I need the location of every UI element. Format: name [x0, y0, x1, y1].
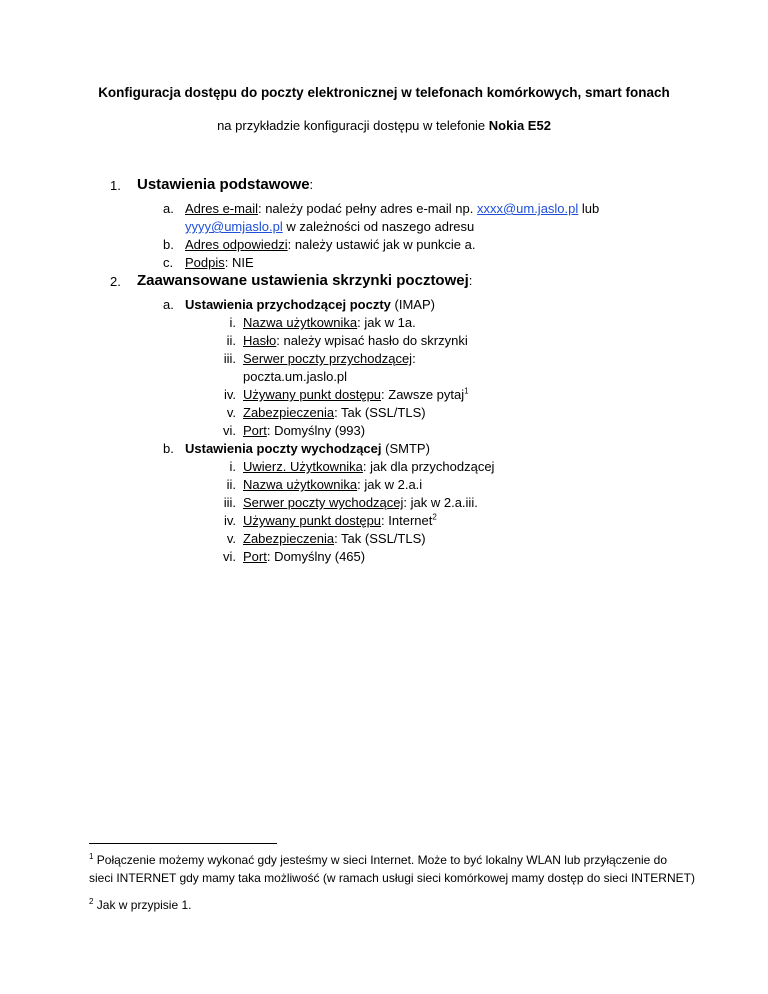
incoming-item [243, 386, 469, 404]
outgoing-marker: b. [163, 441, 174, 456]
incoming-item-label: Serwer poczty przychodzącej [243, 351, 413, 366]
email-desc: : należy podać pełny adres e-mail np. [257, 201, 477, 216]
item-1c [185, 254, 254, 272]
incoming-item-text: : [412, 351, 416, 366]
incoming-item [243, 404, 426, 422]
page-subtitle [0, 117, 768, 135]
incoming-item [243, 314, 416, 332]
incoming-item-text: : Tak (SSL/TLS) [334, 405, 426, 420]
outgoing-item-label: Nazwa użytkownika [243, 477, 358, 492]
outgoing-item-text: : Internet [381, 513, 433, 528]
outgoing-item [243, 476, 422, 494]
incoming-item-label: Zabezpieczenia [243, 405, 335, 420]
incoming-num: vi. [223, 423, 236, 438]
incoming-marker: a. [163, 297, 174, 312]
incoming-server-value: poczta.um.jaslo.pl [243, 369, 348, 384]
incoming-num: v. [226, 405, 236, 420]
outgoing-item-label: Uwierz. Użytkownika [243, 459, 363, 474]
email-desc-2: w zależności od naszego adresu [282, 219, 475, 234]
outgoing-item-text: : Tak (SSL/TLS) [334, 531, 426, 546]
footnote-2-mark: 2 [89, 897, 94, 906]
footnote-ref-2[interactable]: 2 [432, 512, 437, 522]
footnote-1-mark: 1 [89, 852, 94, 861]
incoming-num: iii. [223, 351, 236, 366]
signature-text: : NIE [224, 255, 254, 270]
outgoing-protocol: (SMTP) [381, 441, 430, 456]
outgoing-item [243, 512, 437, 530]
outgoing-heading [185, 440, 430, 458]
outgoing-num: ii. [226, 477, 236, 492]
outgoing-item-label: Serwer poczty wychodzącej [243, 495, 404, 510]
footnote-1-line1 [89, 852, 667, 869]
outgoing-item-label: Port [243, 549, 267, 564]
section1-colon: : [309, 177, 314, 192]
footnote-1-line2: sieci INTERNET gdy mamy taka możliwość (w ramach usługi sieci komórkowej mamy dostęp do sieci INTERNET) [89, 871, 695, 885]
incoming-item [243, 350, 416, 368]
subtitle-prefix: na przykładzie konfiguracji dostępu w telefonie [217, 118, 489, 133]
incoming-item [243, 332, 468, 350]
incoming-item-label: Nazwa użytkownika [243, 315, 358, 330]
email-link-2[interactable]: yyyy@umjaslo.pl [185, 219, 283, 234]
incoming-heading [185, 296, 435, 314]
incoming-item [243, 422, 365, 440]
outgoing-num: i. [229, 459, 236, 474]
page-title: Konfiguracja dostępu do poczty elektronicznej w telefonach komórkowych, smart fonach [98, 85, 670, 100]
incoming-item-label: Hasło [243, 333, 277, 348]
item-1a-marker: a. [163, 201, 174, 216]
outgoing-label: Ustawienia poczty wychodzącej [185, 441, 382, 456]
incoming-num: iv. [223, 387, 236, 402]
footnote-ref-1[interactable]: 1 [464, 386, 469, 396]
incoming-item-label: Port [243, 423, 267, 438]
email-link-1[interactable]: xxxx@um.jaslo.pl [476, 201, 579, 216]
email-label: Adres e-mail [185, 201, 258, 216]
section2-colon: : [468, 273, 473, 288]
outgoing-num: iii. [223, 495, 236, 510]
incoming-item-text: : należy wpisać hasło do skrzynki [276, 333, 468, 348]
outgoing-item-text: : jak dla przychodzącej [362, 459, 495, 474]
outgoing-item [243, 530, 426, 548]
outgoing-item-text: : jak w 2.a.iii. [403, 495, 478, 510]
section2-number: 2. [110, 274, 121, 289]
section2-heading [137, 272, 472, 290]
reply-label: Adres odpowiedzi [185, 237, 288, 252]
footnote-2 [89, 897, 192, 914]
outgoing-item [243, 494, 478, 512]
section1-heading [137, 176, 313, 194]
section1-number: 1. [110, 178, 121, 193]
incoming-item-text: : Domyślny (993) [266, 423, 366, 438]
reply-text: : należy ustawić jak w punkcie a. [287, 237, 476, 252]
footnote-2-text: Jak w przypisie 1. [93, 898, 192, 912]
email-or: lub [578, 201, 600, 216]
outgoing-item-label: Zabezpieczenia [243, 531, 335, 546]
footnote-separator [89, 843, 277, 844]
signature-label: Podpis [185, 255, 225, 270]
item-1a-line1 [185, 200, 599, 218]
item-1b [185, 236, 476, 254]
item-1c-marker: c. [163, 255, 174, 270]
outgoing-item [243, 458, 494, 476]
incoming-label: Ustawienia przychodzącej poczty [185, 297, 391, 312]
footnote-1-text: Połączenie możemy wykonać gdy jesteśmy w sieci Internet. Może to być lokalny WLAN lub przyłączenie do [93, 853, 668, 867]
incoming-item-text: : jak w 1a. [357, 315, 416, 330]
incoming-num: ii. [226, 333, 236, 348]
incoming-item-label: Używany punkt dostępu [243, 387, 382, 402]
outgoing-item-label: Używany punkt dostępu [243, 513, 382, 528]
section2-heading-text: Zaawansowane ustawienia skrzynki pocztowej [137, 272, 469, 289]
outgoing-num: iv. [223, 513, 236, 528]
section1-heading-text: Ustawienia podstawowe [137, 176, 310, 193]
outgoing-num: vi. [223, 549, 236, 564]
outgoing-item-text: : jak w 2.a.i [357, 477, 423, 492]
device-name: Nokia E52 [488, 118, 551, 133]
outgoing-num: v. [226, 531, 236, 546]
outgoing-item [243, 548, 365, 566]
incoming-num: i. [229, 315, 236, 330]
incoming-item-text: : Zawsze pytaj [381, 387, 465, 402]
incoming-protocol: (IMAP) [390, 297, 435, 312]
item-1b-marker: b. [163, 237, 174, 252]
item-1a-line2 [185, 218, 474, 236]
outgoing-item-text: : Domyślny (465) [266, 549, 366, 564]
